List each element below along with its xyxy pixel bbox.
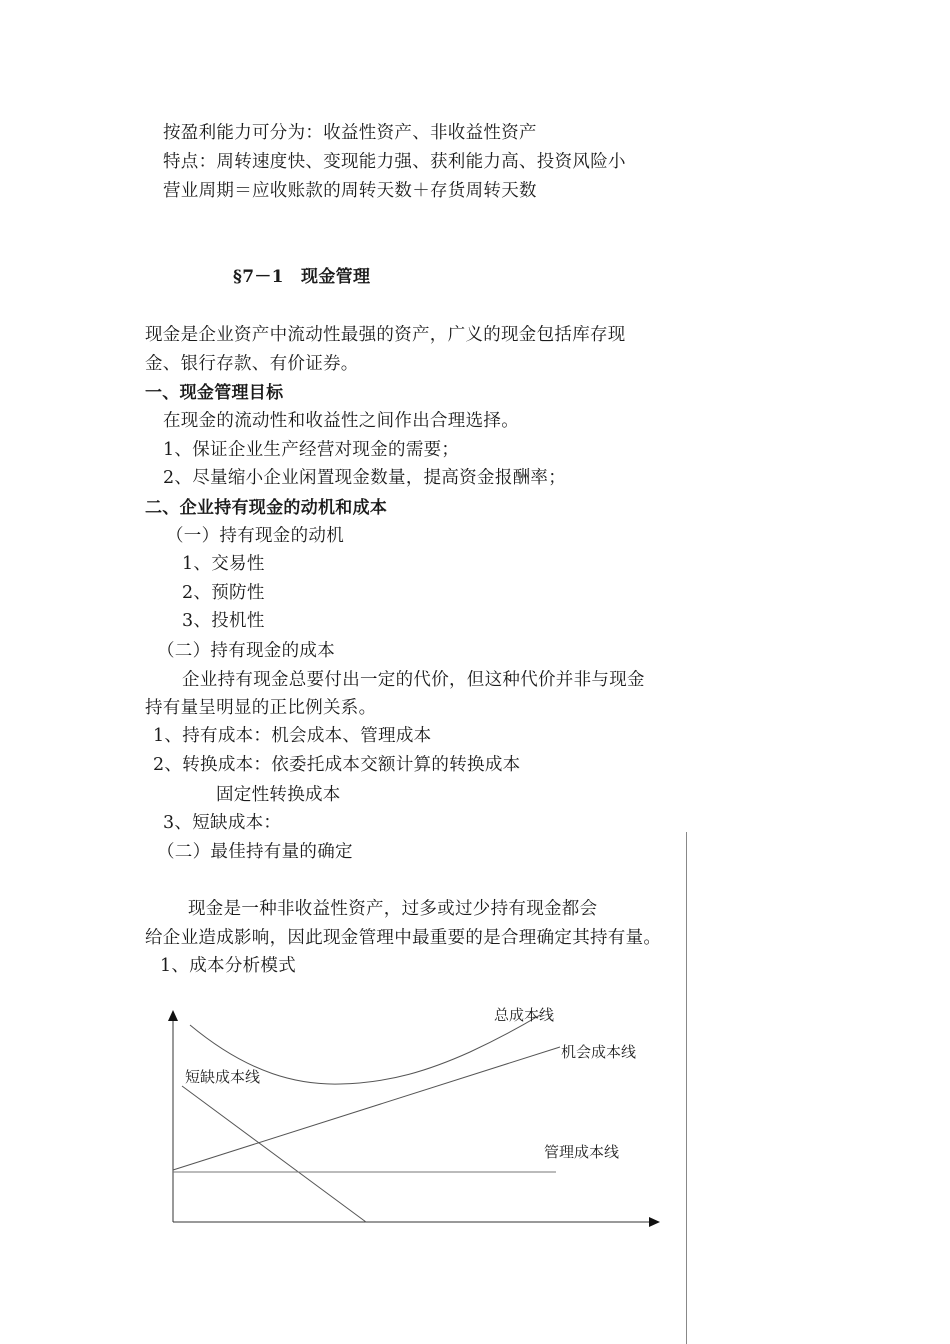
section1-heading: 一、现金管理目标 <box>145 383 284 403</box>
y-axis-arrow <box>168 1010 178 1021</box>
intro-line-3: 营业周期＝应收账款的周转天数＋存货周转天数 <box>163 181 537 201</box>
cost-item-3: 3、短缺成本： <box>163 813 282 833</box>
intro-line-1: 按盈利能力可分为：收益性资产、非收益性资产 <box>163 123 537 143</box>
shortage-cost-label: 短缺成本线 <box>185 1068 261 1086</box>
section1-item-2: 2、尽量缩小企业闲置现金数量，提高资金报酬率； <box>163 468 567 488</box>
opportunity-cost-line <box>173 1047 560 1170</box>
cost-item-2: 2、转换成本：依委托成本交额计算的转换成本 <box>153 755 521 775</box>
para1-line-2: 金、银行存款、有价证券。 <box>145 354 359 374</box>
optimal-para-line-2: 给企业造成影响，因此现金管理中最重要的是合理确定其持有量。 <box>145 928 662 948</box>
x-axis-arrow <box>649 1217 660 1227</box>
section2-heading: 二、企业持有现金的动机和成本 <box>145 498 388 518</box>
shortage-cost-line <box>182 1086 366 1222</box>
total-cost-label: 总成本线 <box>494 1006 555 1024</box>
section1-line: 在现金的流动性和收益性之间作出合理选择。 <box>163 411 519 431</box>
mode-heading: 1、成本分析模式 <box>160 956 297 976</box>
section2-sub2: （二）持有现金的成本 <box>157 641 335 661</box>
section1-item-1: 1、保证企业生产经营对现金的需要； <box>163 440 460 460</box>
para1-line-1: 现金是企业资产中流动性最强的资产，广义的现金包括库存现 <box>145 325 626 345</box>
cost-para-line-2: 持有量呈明显的正比例关系。 <box>145 698 377 718</box>
cost-para-line-1: 企业持有现金总要付出一定的代价，但这种代价并非与现金 <box>182 670 645 690</box>
section2-sub3: （二）最佳持有量的确定 <box>157 842 353 862</box>
motive-2: 2、预防性 <box>182 583 265 603</box>
section-title: §7－1 现金管理 <box>233 267 371 287</box>
motive-1: 1、交易性 <box>182 554 265 574</box>
management-cost-label: 管理成本线 <box>544 1143 620 1161</box>
opportunity-cost-label: 机会成本线 <box>561 1043 637 1061</box>
intro-line-2: 特点：周转速度快、变现能力强、获利能力高、投资风险小 <box>163 152 626 172</box>
optimal-para-line-1: 现金是一种非收益性资产，过多或过少持有现金都会 <box>188 899 598 919</box>
cost-item-2b: 固定性转换成本 <box>216 785 341 805</box>
section2-sub1: （一）持有现金的动机 <box>166 526 344 546</box>
motive-3: 3、投机性 <box>182 611 265 631</box>
cost-item-1: 1、持有成本：机会成本、管理成本 <box>153 726 432 746</box>
